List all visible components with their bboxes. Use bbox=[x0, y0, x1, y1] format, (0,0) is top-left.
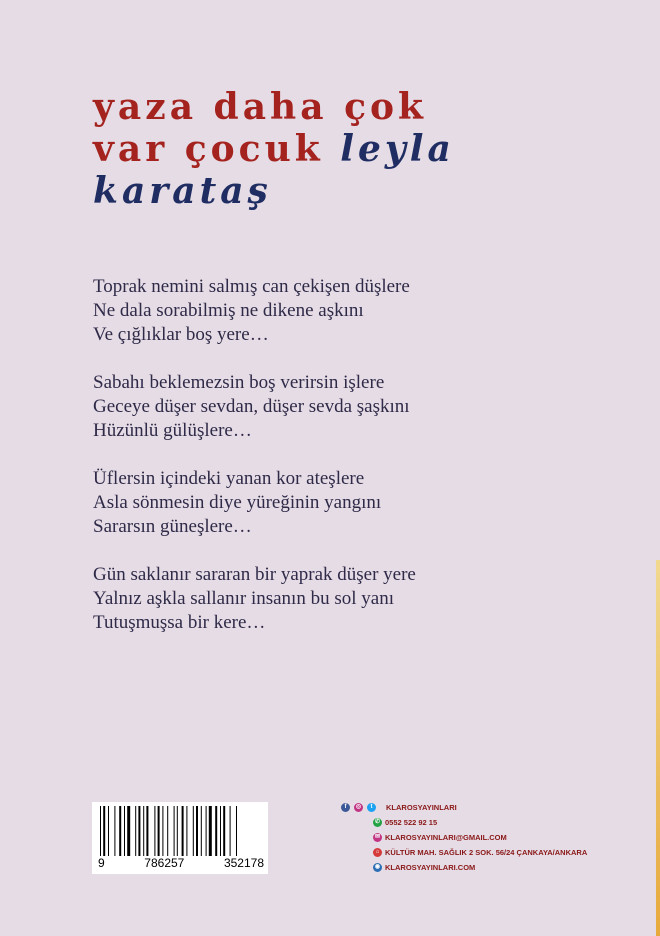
barcode-bar bbox=[174, 806, 175, 856]
address-text: KÜLTÜR MAH. SAĞLIK 2 SOK. 56/24 ÇANKAYA/ANKARA bbox=[385, 847, 588, 857]
poem-line: Asla sönmesin diye yüreğinin yangını bbox=[93, 492, 382, 513]
barcode-bar bbox=[230, 806, 231, 856]
poem-line: Toprak nemini salmış can çekişen düşlere bbox=[93, 276, 410, 297]
poem-stanza bbox=[93, 275, 416, 347]
barcode-bar bbox=[209, 806, 212, 856]
poem-line: Geceye düşer sevdan, düşer sevda şaşkını bbox=[93, 396, 410, 417]
twitter-icon: t bbox=[367, 803, 376, 812]
barcode-bar bbox=[127, 806, 130, 856]
barcode-bar bbox=[223, 806, 225, 856]
title-line-3 bbox=[93, 170, 455, 212]
social-row bbox=[341, 800, 587, 815]
poem-line: Sabahı beklemezsin boş verirsin işlere bbox=[93, 372, 385, 393]
barcode-bar bbox=[124, 806, 125, 856]
barcode-bar bbox=[158, 806, 160, 856]
web-row bbox=[373, 860, 587, 875]
email-row bbox=[373, 830, 587, 845]
poem-stanza bbox=[93, 563, 416, 635]
poem-stanza bbox=[93, 371, 416, 443]
title-text-1: yaza daha çok bbox=[93, 86, 427, 128]
isbn-part: 352178 bbox=[223, 856, 264, 870]
web-icon: ◉ bbox=[374, 864, 381, 870]
location-icon: ⌂ bbox=[373, 848, 382, 857]
barcode-bar bbox=[162, 806, 163, 856]
address-row bbox=[373, 845, 587, 860]
social-handle[interactable]: KLAROSYAYINLARI bbox=[386, 802, 457, 812]
barcode-bar bbox=[143, 806, 144, 856]
title-line-2 bbox=[93, 128, 455, 170]
barcode-bar bbox=[220, 806, 221, 856]
spine-edge-strip bbox=[656, 560, 660, 936]
barcode-bar bbox=[138, 806, 140, 856]
book-title-block bbox=[93, 86, 455, 212]
barcode-bar bbox=[193, 806, 194, 856]
barcode-bars bbox=[100, 806, 260, 856]
whatsapp-icon: ✆ bbox=[374, 819, 381, 825]
poem-line: Ne dala sorabilmiş ne dikene aşkını bbox=[93, 300, 364, 321]
isbn-number bbox=[98, 856, 264, 870]
isbn-part: 786257 bbox=[144, 856, 185, 870]
poem-line: Gün saklanır sararan bir yaprak düşer yere bbox=[93, 564, 416, 585]
facebook-icon: f bbox=[341, 803, 350, 812]
barcode-bar bbox=[114, 806, 115, 856]
barcode-bar bbox=[146, 806, 148, 856]
phone-row bbox=[373, 815, 587, 830]
website[interactable]: KLAROSYAYINLARI.COM bbox=[385, 862, 476, 872]
barcode-bar bbox=[196, 806, 198, 856]
barcode-bar bbox=[135, 806, 136, 856]
poem bbox=[93, 275, 416, 659]
barcode-bar bbox=[182, 806, 184, 856]
barcode-bar bbox=[167, 806, 168, 856]
poem-line: Ve çığlıklar boş yere… bbox=[93, 324, 269, 345]
poem-stanza bbox=[93, 467, 416, 539]
instagram-icon: ◎ bbox=[355, 804, 362, 810]
mail-icon: ✉ bbox=[374, 834, 381, 840]
title-text-2: var çocuk bbox=[93, 128, 324, 170]
publisher-contacts bbox=[341, 800, 587, 875]
barcode-bar bbox=[215, 806, 217, 856]
poem-line: Üflersin içindeki yanan kor ateşlere bbox=[93, 468, 365, 489]
title-line-1 bbox=[93, 86, 455, 128]
barcode-bar bbox=[236, 806, 237, 856]
poem-line: Tutuşmuşsa bir kere… bbox=[93, 612, 266, 633]
poem-line: Yalnız aşkla sallanır insanın bu sol yanı bbox=[93, 588, 394, 609]
author-last-name: karataş bbox=[93, 170, 272, 212]
isbn-barcode bbox=[92, 802, 268, 874]
barcode-bar bbox=[103, 806, 105, 856]
barcode-bar bbox=[206, 806, 207, 856]
barcode-bar bbox=[177, 806, 178, 856]
barcode-bar bbox=[119, 806, 121, 856]
barcode-bar bbox=[201, 806, 202, 856]
barcode-bar bbox=[186, 806, 187, 856]
isbn-part: 9 bbox=[98, 856, 105, 870]
barcode-bar bbox=[108, 806, 109, 856]
barcode-bar bbox=[100, 806, 101, 856]
poem-line: Hüzünlü gülüşlere… bbox=[93, 420, 252, 441]
barcode-bar bbox=[154, 806, 155, 856]
author-first-name: leyla bbox=[340, 128, 455, 170]
phone-number[interactable]: 0552 522 92 15 bbox=[385, 817, 438, 827]
email-address[interactable]: KLAROSYAYINLARI@GMAIL.COM bbox=[385, 832, 507, 842]
poem-line: Sararsın güneşlere… bbox=[93, 516, 252, 537]
